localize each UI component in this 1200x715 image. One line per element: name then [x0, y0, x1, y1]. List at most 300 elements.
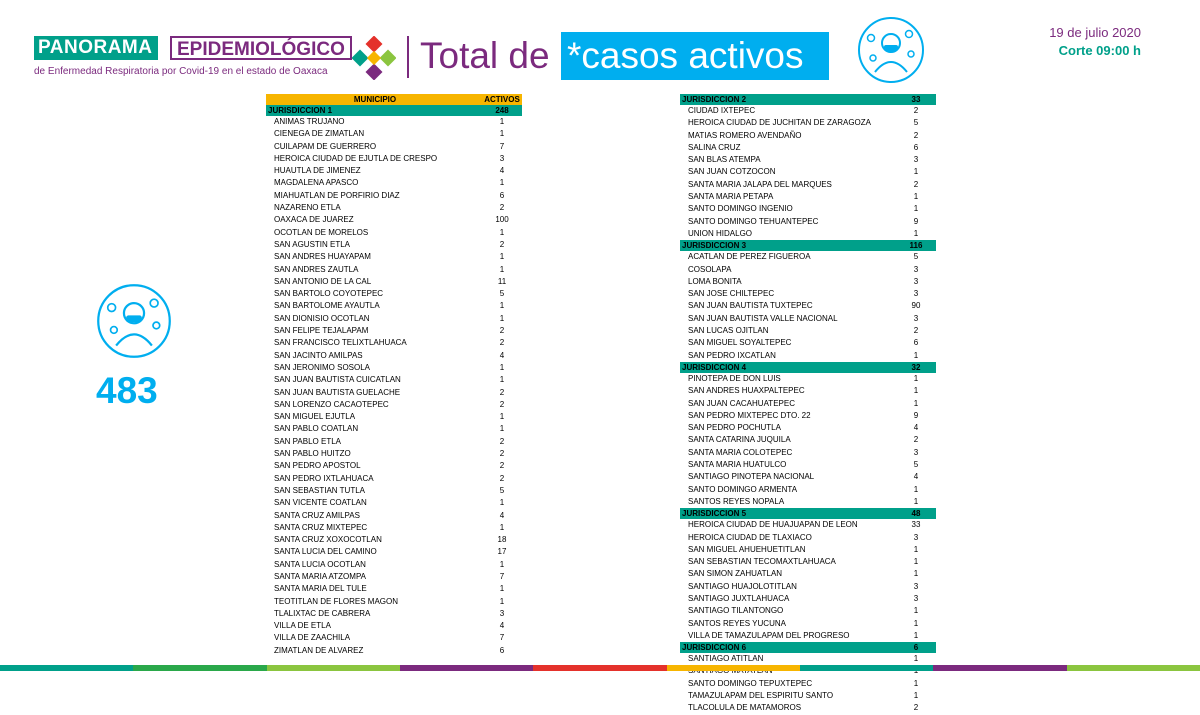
municipio-name: SAN FRANCISCO TELIXTLAHUACA	[274, 338, 407, 348]
table-row	[266, 374, 522, 386]
municipio-name: SANTA CRUZ AMILPAS	[274, 510, 360, 520]
jurisdiction-row	[266, 105, 522, 116]
municipio-name: SAN DIONISIO OCOTLAN	[274, 313, 370, 323]
municipio-name: SALINA CRUZ	[688, 142, 741, 152]
table-row	[266, 448, 522, 460]
municipio-name: SANTA CATARINA JUQUILA	[688, 435, 791, 445]
activos-value: 2	[499, 449, 505, 459]
activos-value: 18	[497, 535, 507, 545]
activos-value: 2	[499, 203, 505, 213]
municipio-name: CIENEGA DE ZIMATLAN	[274, 129, 365, 139]
activos-value: 1	[913, 386, 919, 396]
activos-value: 1	[913, 557, 919, 567]
municipio-name: JURISDICCION 2	[682, 95, 747, 104]
municipio-name: SAN PEDRO IXTLAHUACA	[274, 473, 374, 483]
municipio-name: SAN LORENZO CACAOTEPEC	[274, 399, 389, 409]
activos-value: 2	[499, 338, 505, 348]
activos-value: 1	[499, 301, 505, 311]
table-row	[266, 522, 522, 534]
table-row	[266, 632, 522, 644]
activos-value: 4	[499, 510, 505, 520]
table-row	[680, 398, 936, 410]
activos-value: 1	[913, 691, 919, 701]
table-row	[266, 288, 522, 300]
municipio-name: VILLA DE ZAACHILA	[274, 633, 351, 643]
municipio-name: OAXACA DE JUAREZ	[274, 215, 354, 225]
table-row	[680, 288, 936, 300]
bar-segment	[533, 665, 666, 671]
activos-value: 2	[913, 179, 919, 189]
activos-value: 1	[499, 129, 505, 139]
activos-value: 7	[499, 571, 505, 581]
activos-value: 1	[913, 192, 919, 202]
municipio-name: HEROICA CIUDAD DE JUCHITAN DE ZARAGOZA	[688, 118, 871, 128]
oaxaca-emblem-icon	[352, 36, 396, 80]
table-row	[680, 313, 936, 325]
table-row	[266, 510, 522, 522]
jurisdiction-row	[680, 508, 936, 519]
activos-value: 2	[913, 326, 919, 336]
municipio-name: SAN PABLO ETLA	[274, 436, 341, 446]
table-row	[680, 410, 936, 422]
activos-value: 1	[913, 350, 919, 360]
jurisdiction-row	[680, 94, 936, 105]
municipio-name: SANTA MARIA ATZOMPA	[274, 571, 367, 581]
activos-value: 1	[913, 228, 919, 238]
table-row	[680, 228, 936, 240]
activos-value: 17	[497, 547, 507, 557]
header-municipio: MUNICIPIO	[353, 95, 397, 104]
table-row	[680, 325, 936, 337]
municipio-name: HEROICA CIUDAD DE TLAXIACO	[688, 532, 812, 542]
activos-value: 2	[913, 130, 919, 140]
table-row	[680, 130, 936, 142]
table-row	[266, 153, 522, 165]
table-row	[680, 544, 936, 556]
activos-value: 1	[913, 618, 919, 628]
table-row	[680, 385, 936, 397]
municipio-name: TLALIXTAC DE CABRERA	[274, 608, 371, 618]
cutoff-time: Corte 09:00 h	[1058, 43, 1141, 58]
activos-value: 2	[499, 399, 505, 409]
municipio-name: MATIAS ROMERO AVENDAÑO	[688, 130, 802, 140]
table-row	[266, 399, 522, 411]
municipio-name: NAZARENO ETLA	[274, 203, 341, 213]
activos-value: 1	[499, 264, 505, 274]
jurisdiction-row	[680, 642, 936, 653]
table-row	[680, 373, 936, 385]
municipio-name: SAN JERONIMO SOSOLA	[274, 362, 371, 372]
municipio-name: SAN PABLO COATLAN	[274, 424, 359, 434]
municipio-name: ZIMATLAN DE ALVAREZ	[274, 645, 364, 655]
activos-value: 1	[499, 424, 505, 434]
table-row	[680, 653, 936, 665]
activos-value: 1	[913, 204, 919, 214]
activos-value: 3	[913, 264, 919, 274]
activos-value: 1	[499, 584, 505, 594]
activos-value: 3	[913, 313, 919, 323]
table-row	[680, 484, 936, 496]
table-row	[266, 620, 522, 632]
municipio-name: JURISDICCION 4	[682, 362, 747, 372]
table-row	[266, 313, 522, 325]
table-row	[266, 460, 522, 472]
municipio-name: OCOTLAN DE MORELOS	[274, 227, 369, 237]
table-row	[266, 337, 522, 349]
municipio-name: HEROICA CIUDAD DE HUAJUAPAN DE LEON	[688, 520, 858, 530]
activos-value: 3	[913, 289, 919, 299]
municipio-name: HEROICA CIUDAD DE EJUTLA DE CRESPO	[274, 153, 438, 163]
table-row	[680, 593, 936, 605]
activos-value: 5	[913, 460, 919, 470]
table-row	[266, 583, 522, 595]
municipio-name: SANTA LUCIA OCOTLAN	[274, 559, 366, 569]
activos-value: 3	[913, 581, 919, 591]
table-row	[680, 581, 936, 593]
activos-value: 2	[499, 436, 505, 446]
table-row	[266, 645, 522, 657]
table-row	[680, 459, 936, 471]
table-row	[266, 436, 522, 448]
activos-value: 2	[499, 473, 505, 483]
municipio-name: MIAHUATLAN DE PORFIRIO DIAZ	[274, 190, 400, 200]
municipio-name: SANTOS REYES YUCUNA	[688, 618, 786, 628]
table-row	[266, 177, 522, 189]
table-row	[680, 203, 936, 215]
activos-value: 6	[913, 142, 919, 152]
table-row	[266, 362, 522, 374]
activos-value: 4	[913, 472, 919, 482]
table-row	[680, 105, 936, 117]
table-row	[680, 605, 936, 617]
activos-value: 4	[913, 423, 919, 433]
header-activos: ACTIVOS	[484, 95, 520, 104]
table-row	[266, 608, 522, 620]
municipio-name: SANTO DOMINGO TEHUANTEPEC	[688, 216, 819, 226]
municipio-name: ACATLAN DE PEREZ FIGUEROA	[688, 252, 811, 262]
table-row	[680, 117, 936, 129]
municipio-name: SAN MIGUEL SOYALTEPEC	[688, 338, 792, 348]
activos-value: 33	[911, 95, 921, 104]
municipio-name: SANTA MARIA DEL TULE	[274, 584, 367, 594]
activos-value: 1	[913, 484, 919, 494]
municipio-name: SAN PEDRO APOSTOL	[274, 461, 361, 471]
municipio-name: SAN ANDRES HUAYAPAM	[274, 252, 371, 262]
table-row	[266, 571, 522, 583]
activos-value: 1	[499, 362, 505, 372]
municipio-name: CIUDAD IXTEPEC	[688, 106, 756, 115]
bottom-color-bar	[0, 665, 1200, 671]
municipio-name: TEOTITLAN DE FLORES MAGON	[274, 596, 399, 606]
municipio-name: LOMA BONITA	[688, 276, 742, 286]
activos-value: 1	[499, 375, 505, 385]
table-row	[266, 214, 522, 226]
municipio-name: HUAUTLA DE JIMENEZ	[274, 166, 361, 176]
activos-value: 4	[499, 621, 505, 631]
municipio-name: SAN SIMON ZAHUATLAN	[688, 569, 783, 579]
municipio-name: SAN FELIPE TEJALAPAM	[274, 326, 369, 336]
table-header	[266, 94, 522, 105]
municipio-name: JURISDICCION 1	[268, 106, 333, 115]
municipio-name: JURISDICCION 6	[682, 643, 747, 653]
activos-value: 7	[499, 633, 505, 643]
municipio-name: SAN MIGUEL EJUTLA	[274, 412, 356, 422]
logo-subtitle: de Enfermedad Respiratoria por Covid-19 en el estado de Oaxaca	[34, 66, 328, 77]
table-row	[266, 116, 522, 128]
municipio-name: SANTA MARIA JALAPA DEL MARQUES	[688, 179, 832, 189]
table-row	[680, 142, 936, 154]
activos-value: 1	[499, 559, 505, 569]
logo-epidemiologico: EPIDEMIOLÓGICO	[170, 36, 352, 60]
jurisdiction-row	[680, 362, 936, 373]
municipio-name: SAN PEDRO MIXTEPEC DTO. 22	[688, 410, 811, 420]
municipio-name: SAN BARTOLO COYOTEPEC	[274, 289, 384, 299]
table-row	[266, 596, 522, 608]
title-highlight: *casos activos	[561, 32, 829, 80]
table-row	[266, 350, 522, 362]
municipio-name: VILLA DE ETLA	[274, 621, 331, 631]
municipio-name: SANTO DOMINGO TEPUXTEPEC	[688, 678, 813, 688]
title-divider	[407, 36, 409, 78]
activos-value: 2	[499, 387, 505, 397]
municipio-name: SAN SEBASTIAN TECOMAXTLAHUACA	[688, 557, 836, 567]
activos-value: 3	[913, 593, 919, 603]
municipio-name: SANTIAGO ATITLAN	[688, 654, 764, 664]
table-row	[266, 227, 522, 239]
table-row	[680, 337, 936, 349]
table-row	[680, 532, 936, 544]
municipio-name: SAN JACINTO AMILPAS	[274, 350, 363, 360]
activos-value: 1	[913, 167, 919, 177]
activos-value: 90	[911, 301, 921, 311]
activos-value: 6	[913, 338, 919, 348]
activos-value: 11	[497, 276, 507, 286]
table-row	[680, 568, 936, 580]
table-row	[266, 497, 522, 509]
bar-segment	[667, 665, 800, 671]
table-row	[266, 202, 522, 214]
table-row	[680, 519, 936, 531]
logo-panorama: PANORAMA	[34, 36, 158, 60]
activos-value: 1	[913, 630, 919, 640]
municipio-name: SAN LUCAS OJITLAN	[688, 326, 769, 336]
activos-value: 1	[499, 178, 505, 188]
table-row	[680, 154, 936, 166]
municipio-name: SAN ANTONIO DE LA CAL	[274, 276, 372, 286]
municipio-name: SANTIAGO JUXTLAHUACA	[688, 593, 790, 603]
table-row	[680, 179, 936, 191]
table-row	[266, 546, 522, 558]
activos-value: 1	[913, 373, 919, 383]
activos-value: 2	[499, 239, 505, 249]
activos-value: 33	[911, 520, 921, 530]
activos-value: 6	[499, 190, 505, 200]
table-row	[266, 411, 522, 423]
activos-value: 1	[499, 227, 505, 237]
municipio-name: SANTO DOMINGO ARMENTA	[688, 484, 798, 494]
municipio-name: SAN BARTOLOME AYAUTLA	[274, 301, 380, 311]
activos-value: 4	[499, 166, 505, 176]
municipio-name: SAN JUAN BAUTISTA TUXTEPEC	[688, 301, 813, 311]
municipio-name: SANTIAGO HUAJOLOTITLAN	[688, 581, 797, 591]
bar-segment	[400, 665, 533, 671]
activos-value: 6	[499, 645, 505, 655]
bar-segment	[267, 665, 400, 671]
table-row	[266, 300, 522, 312]
bar-segment	[133, 665, 266, 671]
table-row	[266, 559, 522, 571]
municipio-name: SAN ANDRES ZAUTLA	[274, 264, 359, 274]
municipio-name: SAN JOSE CHILTEPEC	[688, 289, 775, 299]
activos-value: 1	[913, 654, 919, 664]
municipio-name: SAN PEDRO IXCATLAN	[688, 350, 776, 360]
activos-value: 1	[499, 117, 505, 126]
table-row	[680, 434, 936, 446]
masked-person-virus-icon	[857, 16, 925, 84]
table-row	[680, 251, 936, 263]
table-row	[680, 216, 936, 228]
activos-value: 3	[913, 155, 919, 165]
municipio-name: SAN JUAN COTZOCON	[688, 167, 776, 177]
activos-value: 1	[499, 252, 505, 262]
municipio-name: ANIMAS TRUJANO	[274, 117, 345, 126]
table-row	[680, 471, 936, 483]
table-row	[680, 300, 936, 312]
municipio-name: SANTA CRUZ MIXTEPEC	[274, 522, 368, 532]
municipio-name: SAN SEBASTIAN TUTLA	[274, 485, 365, 495]
municipio-name: SAN AGUSTIN ETLA	[274, 239, 351, 249]
table-row	[266, 423, 522, 435]
municipio-name: SAN PABLO HUITZO	[274, 449, 351, 459]
activos-value: 1	[499, 498, 505, 508]
municipio-name: SAN JUAN CACAHUATEPEC	[688, 398, 795, 408]
bar-segment	[0, 665, 133, 671]
activos-value: 6	[913, 643, 919, 653]
activos-value: 2	[913, 703, 919, 713]
activos-value: 4	[499, 350, 505, 360]
activos-value: 9	[913, 410, 919, 420]
municipio-name: TAMAZULAPAM DEL ESPIRITU SANTO	[688, 691, 834, 701]
report-date: 19 de julio 2020	[1049, 25, 1141, 40]
table-row	[680, 264, 936, 276]
table-row	[266, 251, 522, 263]
activos-value: 1	[499, 522, 505, 532]
table-row	[266, 165, 522, 177]
municipio-name: TLACOLULA DE MATAMOROS	[688, 703, 802, 713]
activos-value: 1	[913, 606, 919, 616]
jurisdiction-row	[680, 240, 936, 251]
municipio-name: COSOLAPA	[688, 264, 732, 274]
municipio-name: MAGDALENA APASCO	[274, 178, 359, 188]
activos-value: 32	[911, 362, 921, 372]
table-row	[266, 534, 522, 546]
municipio-name: SANTOS REYES NOPALA	[688, 496, 785, 506]
table-row	[680, 447, 936, 459]
left-table	[266, 94, 522, 657]
activos-value: 5	[499, 485, 505, 495]
activos-value: 3	[499, 608, 505, 618]
table-row	[680, 702, 936, 714]
municipio-name: SAN JUAN BAUTISTA GUELACHE	[274, 387, 401, 397]
activos-value: 1	[913, 544, 919, 554]
activos-value: 1	[913, 678, 919, 688]
municipio-name: SANTA MARIA PETAPA	[688, 192, 774, 202]
activos-value: 3	[913, 532, 919, 542]
activos-value: 1	[499, 313, 505, 323]
table-row	[266, 387, 522, 399]
municipio-name: UNION HIDALGO	[688, 228, 753, 238]
municipio-name: SANTA MARIA COLOTEPEC	[688, 447, 793, 457]
table-row	[680, 166, 936, 178]
municipio-name: SAN JUAN BAUTISTA CUICATLAN	[274, 375, 401, 385]
municipio-name: SANTA CRUZ XOXOCOTLAN	[274, 535, 382, 545]
title-prefix: Total de	[420, 35, 550, 76]
right-table	[680, 94, 936, 715]
municipio-name: CUILAPAM DE GUERRERO	[274, 141, 377, 151]
activos-value: 2	[913, 435, 919, 445]
table-row	[680, 191, 936, 203]
municipio-name: SAN JUAN BAUTISTA VALLE NACIONAL	[688, 313, 838, 323]
municipio-name: SANTO DOMINGO INGENIO	[688, 204, 793, 214]
municipio-name: JURISDICCION 5	[682, 509, 747, 519]
activos-value: 1	[913, 569, 919, 579]
municipio-name: SANTIAGO TILANTONGO	[688, 606, 784, 616]
total-active-cases: 483	[96, 370, 158, 411]
table-row	[266, 264, 522, 276]
panorama-logo	[34, 36, 404, 86]
masked-person-virus-icon	[96, 283, 172, 359]
bar-segment	[933, 665, 1066, 671]
activos-value: 3	[913, 276, 919, 286]
bar-segment	[800, 665, 933, 671]
table-row	[680, 618, 936, 630]
table-row	[680, 422, 936, 434]
activos-value: 5	[913, 252, 919, 262]
municipio-name: SANTA LUCIA DEL CAMINO	[274, 547, 377, 557]
table-row	[266, 473, 522, 485]
activos-value: 2	[499, 326, 505, 336]
table-row	[680, 350, 936, 362]
municipio-name: SAN VICENTE COATLAN	[274, 498, 367, 508]
table-row	[266, 325, 522, 337]
table-row	[266, 141, 522, 153]
municipio-name: SANTIAGO PINOTEPA NACIONAL	[688, 472, 815, 482]
table-row	[680, 630, 936, 642]
municipio-name: PINOTEPA DE DON LUIS	[688, 373, 781, 383]
activos-value: 2	[913, 106, 919, 115]
table-row	[266, 239, 522, 251]
activos-value: 2	[499, 461, 505, 471]
municipio-name: JURISDICCION 3	[682, 241, 747, 251]
activos-value: 5	[499, 289, 505, 299]
activos-value: 1	[913, 496, 919, 506]
table-row	[680, 276, 936, 288]
municipio-name: SANTA MARIA HUATULCO	[688, 460, 787, 470]
municipio-name: SAN BLAS ATEMPA	[688, 155, 761, 165]
activos-value: 48	[911, 509, 921, 519]
municipio-name: SAN ANDRES HUAXPALTEPEC	[688, 386, 805, 396]
activos-value: 248	[495, 106, 509, 115]
activos-value: 1	[499, 412, 505, 422]
municipio-name: SAN PEDRO POCHUTLA	[688, 423, 781, 433]
activos-value: 3	[913, 447, 919, 457]
municipio-name: SAN MIGUEL AHUEHUETITLAN	[688, 544, 806, 554]
municipio-name: VILLA DE TAMAZULAPAM DEL PROGRESO	[688, 630, 850, 640]
bar-segment	[1067, 665, 1200, 671]
activos-value: 100	[495, 215, 509, 225]
activos-value: 9	[913, 216, 919, 226]
table-row	[266, 485, 522, 497]
